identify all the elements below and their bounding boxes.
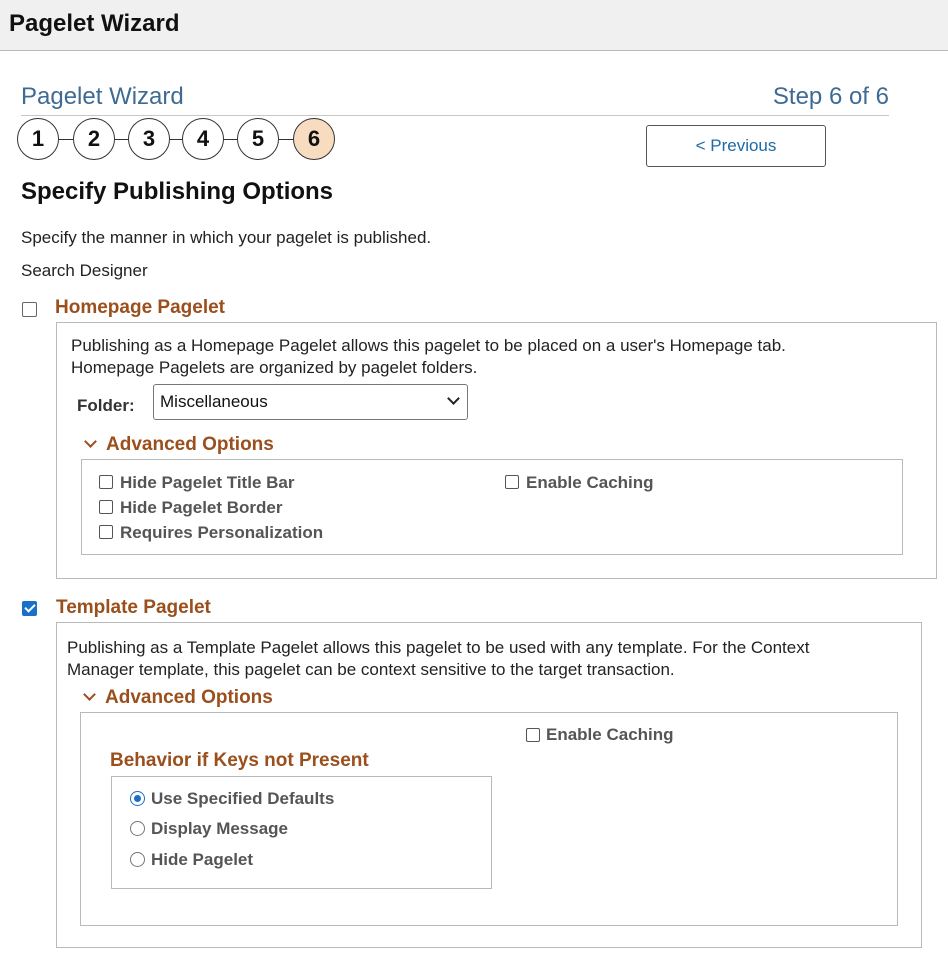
hide-border-checkbox[interactable] [99, 500, 113, 514]
hide-title-bar-checkbox[interactable] [99, 475, 113, 489]
header-divider [21, 115, 889, 116]
homepage-advanced-options-toggle[interactable]: Advanced Options [106, 434, 274, 455]
homepage-pagelet-checkbox[interactable] [22, 302, 37, 317]
homepage-description-line2: Homepage Pagelets are organized by pagelet folders. [71, 358, 478, 377]
use-specified-defaults-label: Use Specified Defaults [151, 789, 335, 808]
step-6-circle-active: 6 [293, 118, 335, 160]
homepage-enable-caching-checkbox[interactable] [505, 475, 519, 489]
step-connector [59, 139, 73, 140]
template-pagelet-label: Template Pagelet [56, 597, 211, 618]
step-4-circle[interactable]: 4 [182, 118, 224, 160]
step-connector [115, 139, 128, 140]
step-3-circle[interactable]: 3 [128, 118, 170, 160]
use-specified-defaults-radio[interactable] [130, 791, 145, 806]
template-pagelet-checkbox[interactable] [22, 601, 37, 616]
page-header-title: Pagelet Wizard [9, 10, 180, 37]
template-enable-caching-label: Enable Caching [546, 725, 674, 744]
previous-button[interactable]: < Previous [646, 125, 826, 167]
source-name: Search Designer [21, 261, 148, 280]
folder-select-value: Miscellaneous [160, 392, 268, 411]
wizard-title: Pagelet Wizard [21, 83, 184, 110]
template-description-line2: Manager template, this pagelet can be context sensitive to the target transaction. [67, 660, 675, 679]
hide-title-bar-label: Hide Pagelet Title Bar [120, 473, 295, 492]
behavior-title: Behavior if Keys not Present [110, 750, 369, 771]
homepage-pagelet-label: Homepage Pagelet [55, 297, 225, 318]
folder-label: Folder: [77, 396, 135, 415]
wizard-steps [17, 118, 337, 162]
homepage-description-line1: Publishing as a Homepage Pagelet allows this pagelet to be placed on a user's Homepage tab. [71, 336, 786, 355]
step-connector [224, 139, 237, 140]
homepage-enable-caching-label: Enable Caching [526, 473, 654, 492]
step-connector [170, 139, 182, 140]
requires-personalization-checkbox[interactable] [99, 525, 113, 539]
step-1-circle[interactable]: 1 [17, 118, 59, 160]
section-title: Specify Publishing Options [21, 178, 334, 205]
hide-border-label: Hide Pagelet Border [120, 498, 283, 517]
step-connector [279, 139, 293, 140]
folder-select[interactable] [153, 384, 468, 420]
requires-personalization-label: Requires Personalization [120, 523, 324, 542]
step-2-circle[interactable]: 2 [73, 118, 115, 160]
template-enable-caching-checkbox[interactable] [526, 728, 540, 742]
template-advanced-options-toggle[interactable]: Advanced Options [105, 687, 273, 708]
hide-pagelet-radio[interactable] [130, 852, 145, 867]
section-description: Specify the manner in which your pagelet is published. [21, 228, 432, 247]
hide-pagelet-label: Hide Pagelet [151, 850, 254, 869]
title-bar [0, 0, 948, 51]
step-5-circle[interactable]: 5 [237, 118, 279, 160]
chevron-down-icon [447, 392, 460, 405]
template-description-line1: Publishing as a Template Pagelet allows this pagelet to be used with any template. For the Context [67, 638, 810, 657]
step-indicator: Step 6 of 6 [772, 83, 889, 110]
display-message-radio[interactable] [130, 821, 145, 836]
display-message-label: Display Message [151, 819, 289, 838]
